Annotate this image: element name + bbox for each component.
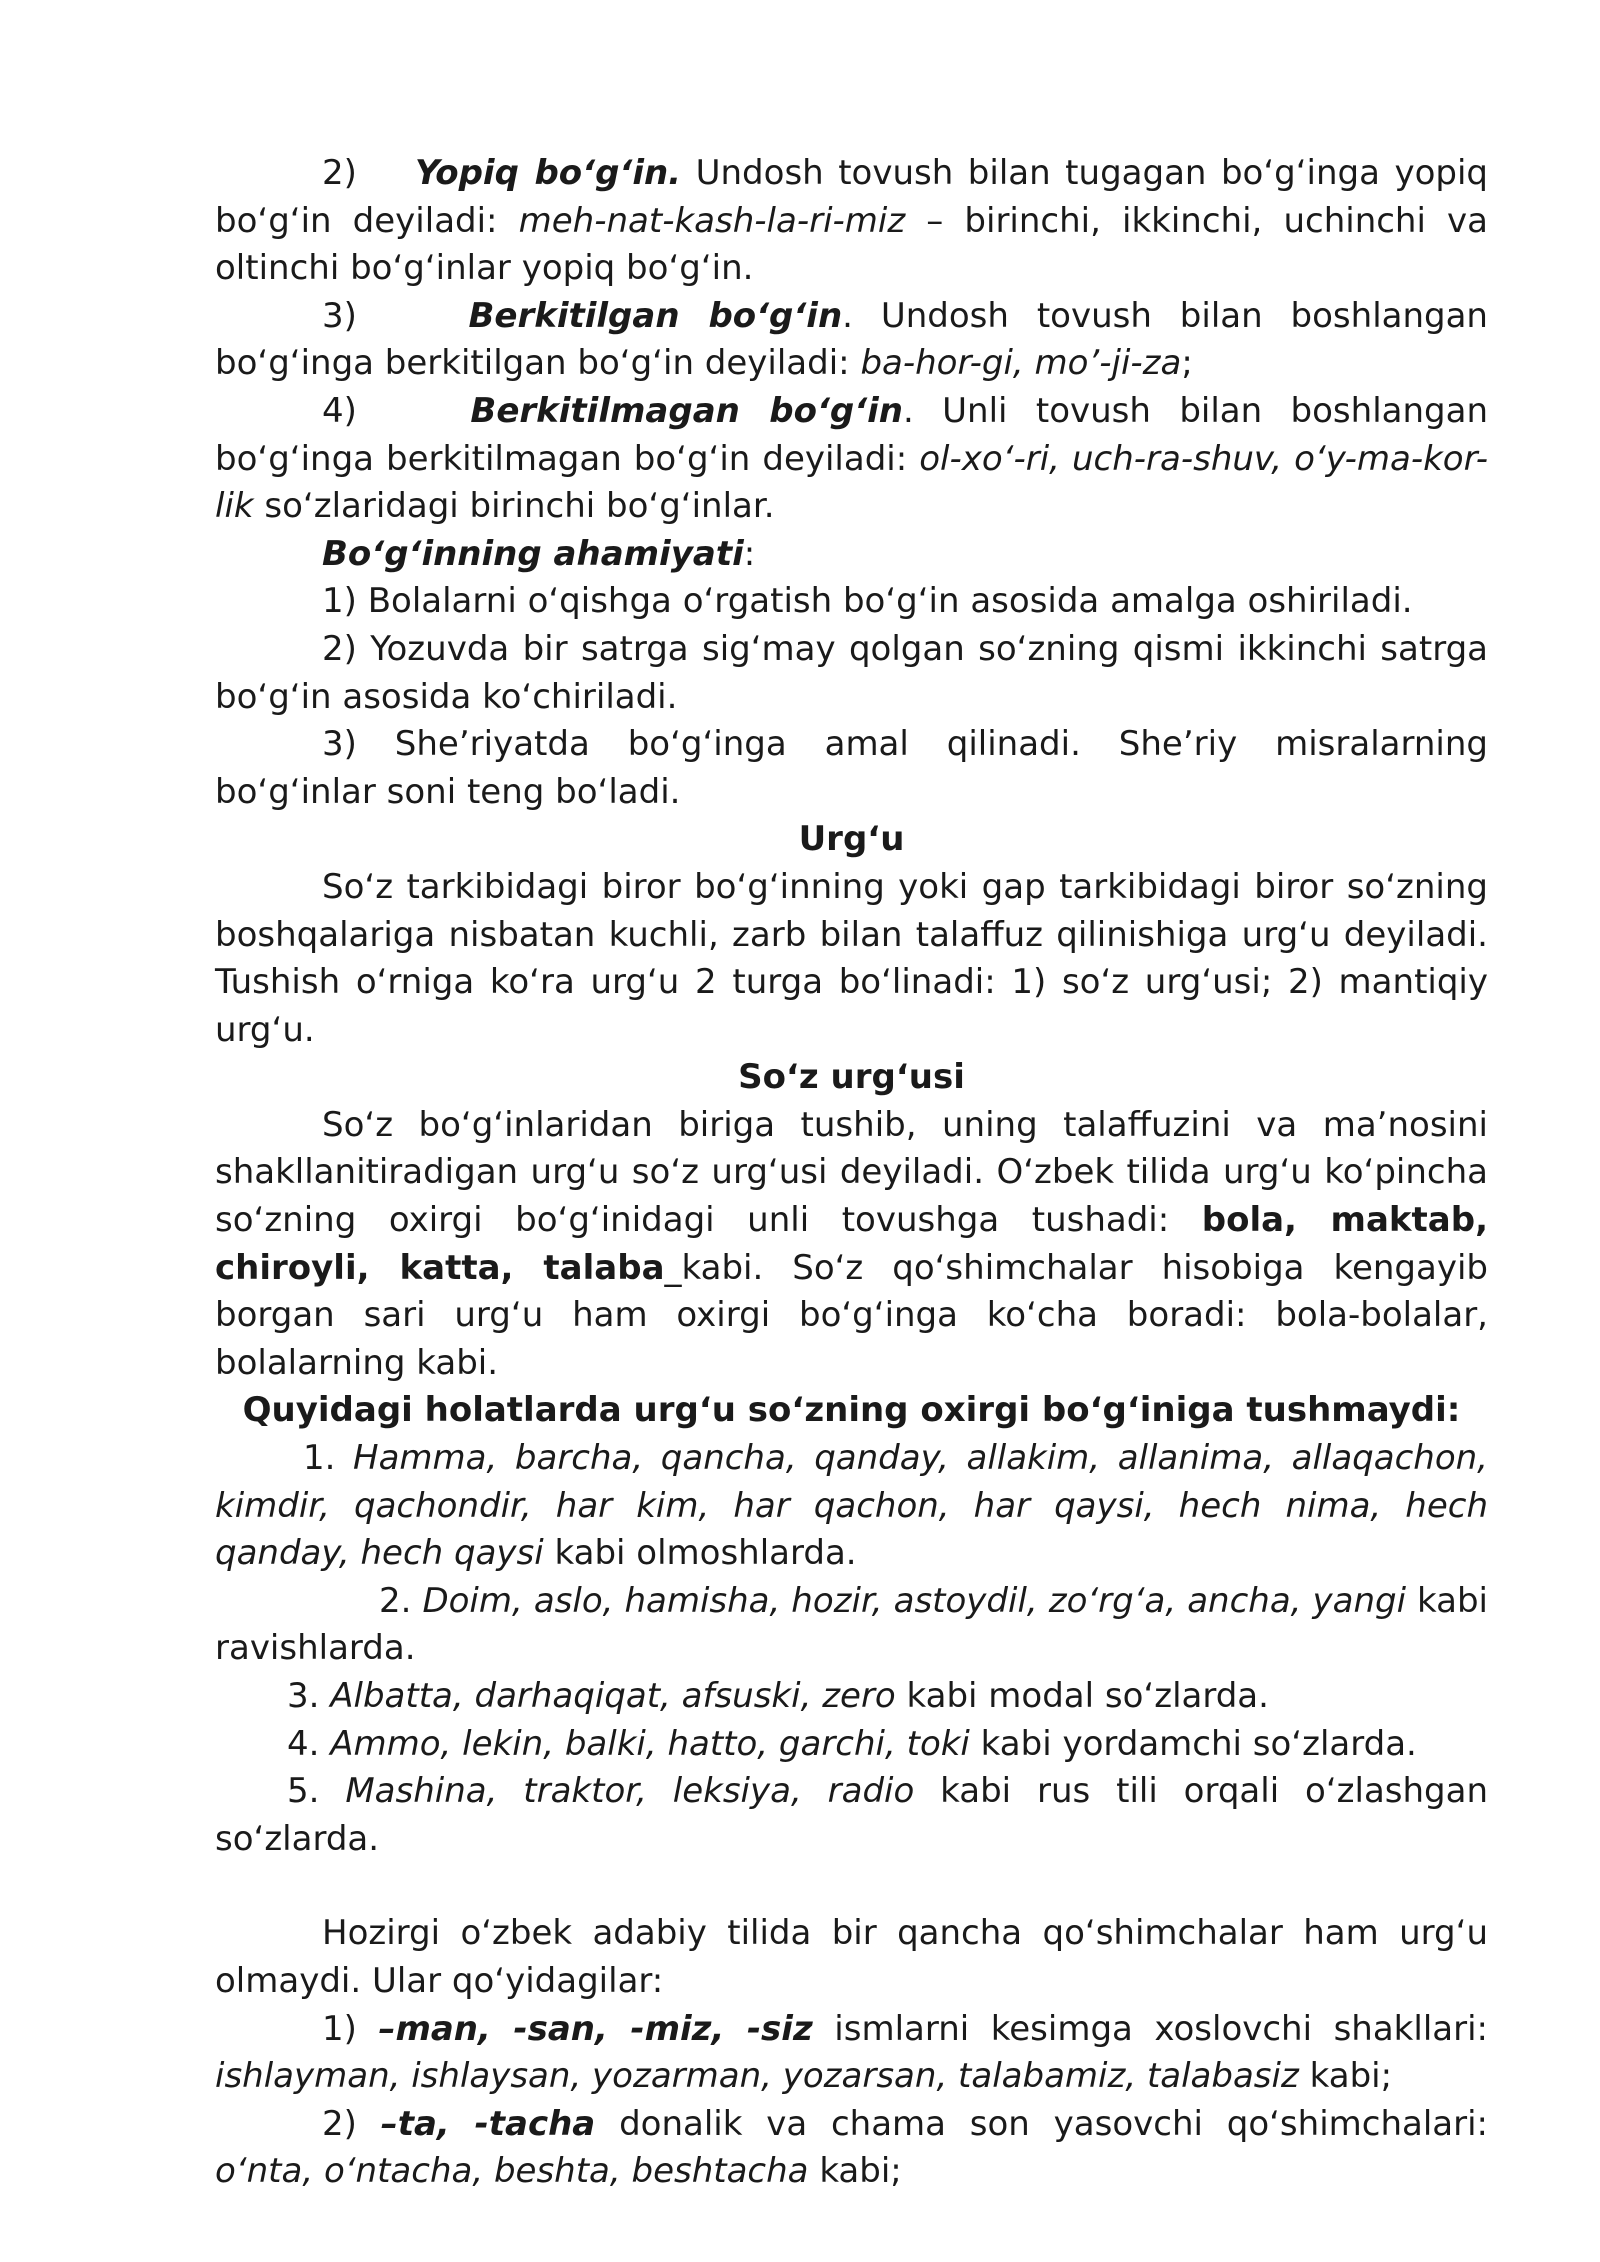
paragraph-berkitilgan-bogin bbox=[215, 293, 1488, 388]
suffix-term: –ta, -tacha bbox=[380, 2103, 596, 2144]
item-text: kabi; bbox=[808, 2151, 902, 2192]
paragraph-soz-urgusi bbox=[215, 1102, 1488, 1388]
example-words: Albatta, darhaqiqat, afsuski, zero bbox=[330, 1676, 896, 1716]
example-words: ishlayman, ishlaysan, yozarman, yozarsan, talabamiz, talabasiz bbox=[215, 2056, 1299, 2097]
item-number: 4. bbox=[287, 1723, 331, 1764]
item-number: 2) bbox=[322, 2103, 381, 2144]
definition-text: – birinchi, ikkinchi, uchinchi va oltinchi bo‘g‘inlar yopiq bo‘g‘in. bbox=[215, 200, 1488, 289]
example-words: o‘nta, o‘ntacha, beshta, beshtacha bbox=[215, 2151, 809, 2192]
item-number: 4) bbox=[322, 390, 357, 431]
list-item bbox=[215, 1578, 1488, 1673]
example-words: Ammo, lekin, balki, hatto, garchi, toki bbox=[330, 1723, 970, 1764]
list-item bbox=[215, 1435, 1488, 1578]
item-text: kabi; bbox=[1298, 2056, 1393, 2097]
item-number: 2) bbox=[322, 153, 357, 193]
item-number: 3. bbox=[287, 1676, 331, 1716]
list-item: 2) Yozuvda bir satrga sig‘may qolgan so‘zning qismi ikkinchi satrga bo‘g‘in asosida ko‘chiriladi. bbox=[215, 628, 1488, 717]
example-words: ol-xo‘-ri, uch-ra-shuv, o‘y-ma-kor-lik bbox=[215, 438, 1488, 527]
heading-boginning-ahamiyati bbox=[215, 531, 1488, 579]
item-text: donalik va chama son yasovchi qo‘shimchalari: bbox=[595, 2103, 1488, 2144]
item-number: 1. bbox=[303, 1438, 354, 1479]
item-text: kabi rus tili orqali o‘zlashgan so‘zlarda. bbox=[215, 1771, 1489, 1859]
section-heading-soz-urgusi: So‘z urg‘usi bbox=[738, 1057, 965, 1098]
paragraph-qoshimchalar: Hozirgi o‘zbek adabiy tilida bir qancha qo‘shimchalar ham urg‘u olmaydi. Ular qo‘yidagilar: bbox=[215, 1913, 1488, 2001]
item-number: 3) bbox=[322, 295, 357, 336]
blank-line bbox=[215, 1863, 1488, 1910]
paragraph-text: So‘z bo‘g‘inlaridan biriga tushib, uning talaffuzini va ma’nosini shakllanitiradigan urg‘u so‘z urg‘usi deyiladi. O‘zbek tilida urg‘u ko‘pincha so‘zning oxirgi bo‘g‘inidagi unli tovushga tushadi: bbox=[215, 1104, 1488, 1241]
definition-text: Undosh tovush bilan tugagan bo‘g‘inga yopiq bo‘g‘in deyiladi: bbox=[215, 153, 1489, 241]
example-words: Doim, aslo, hamisha, hozir, astoydil, zo‘rg‘a, ancha, yangi bbox=[422, 1580, 1407, 1621]
list-item bbox=[215, 1721, 1488, 1769]
list-item bbox=[215, 2101, 1488, 2196]
list-item: 3) She’riyatda bo‘g‘inga amal qilinadi. She’riy misralarning bo‘g‘inlar soni teng bo‘ladi. bbox=[215, 724, 1488, 812]
term-berkitilgan-bogin: Berkitilgan bo‘g‘in bbox=[468, 295, 843, 336]
paragraph-text: _kabi. So‘z qo‘shimchalar hisobiga kengayib borgan sari urg‘u ham oxirgi bo‘g‘inga ko‘cha boradi: bola-bolalar, bolalarning kabi. bbox=[215, 1247, 1488, 1383]
item-text: kabi olmoshlarda. bbox=[543, 1533, 857, 1574]
item-number: 5. bbox=[287, 1771, 346, 1812]
bold-examples: bola, maktab, chiroyli, katta, talaba bbox=[215, 1200, 1488, 1288]
example-words: ba-hor-gi, mo’-ji-za bbox=[860, 343, 1182, 384]
item-text: ismlarni kesimga xoslovchi shakllari: bbox=[812, 2008, 1488, 2049]
definition-text: ; bbox=[1181, 343, 1193, 384]
definition-text: so‘zlaridagi birinchi bo‘g‘inlar. bbox=[253, 486, 775, 527]
definition-text: . Undosh tovush bilan boshlangan bo‘g‘inga berkitilgan bo‘g‘in deyiladi: bbox=[215, 295, 1488, 384]
item-text: kabi modal so‘zlarda. bbox=[895, 1676, 1269, 1716]
section-heading-holatlar: Quyidagi holatlarda urg‘u so‘zning oxirgi bo‘g‘iniga tushmaydi: bbox=[242, 1390, 1461, 1431]
section-heading-urgu: Urg‘u bbox=[798, 819, 905, 860]
definition-text: . Unli tovush bilan boshlangan bo‘g‘inga berkitilmagan bo‘g‘in deyiladi: bbox=[215, 390, 1488, 479]
paragraph-berkitilmagan-bogin bbox=[215, 388, 1488, 531]
item-number: 2. bbox=[379, 1580, 423, 1621]
paragraph-yopiq-bogin bbox=[215, 150, 1488, 293]
list-item: 1) Bolalarni o‘qishga o‘rgatish bo‘g‘in asosida amalga oshiriladi. bbox=[322, 581, 1413, 622]
example-words: meh-nat-kash-la-ri-miz bbox=[518, 200, 906, 241]
item-text: kabi yordamchi so‘zlarda. bbox=[969, 1723, 1417, 1764]
item-text: kabi ravishlarda. bbox=[215, 1580, 1488, 1669]
example-words: Mashina, traktor, leksiya, radio bbox=[345, 1771, 915, 1812]
subheading-text: Bo‘g‘inning ahamiyati bbox=[322, 533, 744, 574]
list-item bbox=[215, 1673, 1488, 1721]
example-words: Hamma, barcha, qancha, qanday, allakim, allanima, allaqachon, kimdir, qachondir, har kim, har qachon, har qaysi, hech nima, hech qanday, hech qaysi bbox=[215, 1438, 1488, 1574]
paragraph-urgu: So‘z tarkibidagi biror bo‘g‘inning yoki gap tarkibidagi biror so‘zning boshqalariga nisbatan kuchli, zarb bilan talaffuz qilinishiga urg‘u deyiladi. Tushish o‘rniga ko‘ra urg‘u 2 turga bo‘linadi: 1) so‘z urg‘usi; 2) mantiqiy urg‘u. bbox=[215, 866, 1488, 1050]
term-berkitilmagan-bogin: Berkitilmagan bo‘g‘in bbox=[470, 390, 903, 431]
suffix-term: –man, -san, -miz, -siz bbox=[378, 2008, 813, 2049]
list-item bbox=[215, 1768, 1488, 1863]
subheading-colon: : bbox=[743, 533, 756, 574]
term-yopiq-bogin: Yopiq bo‘g‘in. bbox=[414, 153, 682, 193]
list-item bbox=[215, 2006, 1488, 2101]
item-number: 1) bbox=[322, 2008, 379, 2049]
